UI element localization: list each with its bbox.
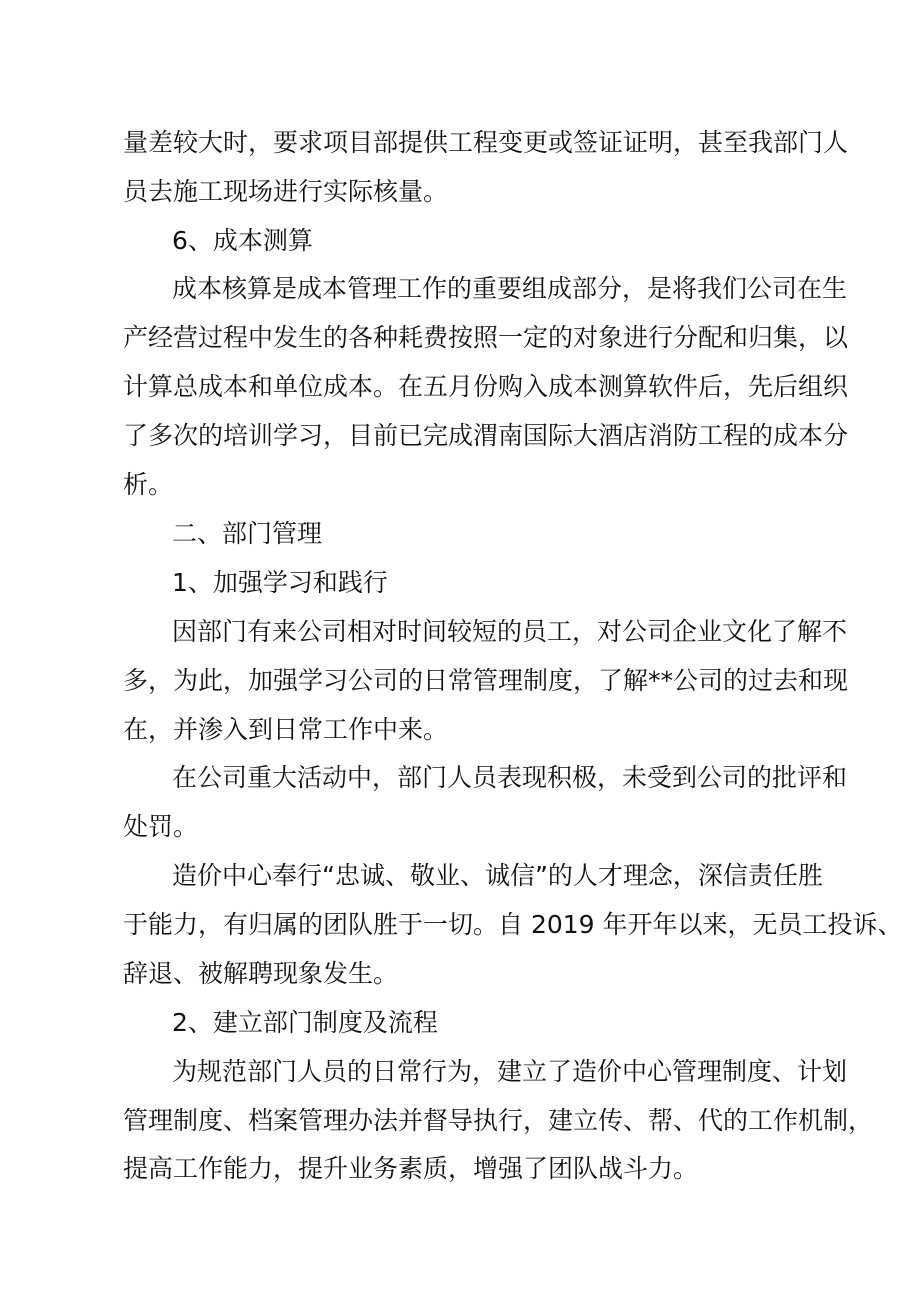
section-heading: 二、部门管理 — [172, 519, 323, 548]
paragraph-line: 成本核算是成本管理工作的重要组成部分，是将我们公司在生 — [172, 274, 848, 303]
paragraph-line: 在公司重大活动中，部门人员表现积极，未受到公司的批评和 — [172, 763, 848, 792]
paragraph-line: 析。 — [123, 470, 174, 499]
paragraph-line: 造价中心奉行“忠诚、敬业、诚信”的人才理念，深信责任胜 — [172, 861, 823, 890]
paragraph-line: 因部门有来公司相对时间较短的员工，对公司企业文化了解不 — [172, 617, 848, 646]
section-heading: 6、成本测算 — [172, 226, 313, 255]
paragraph-line: 于能力，有归属的团队胜于一切。自 2019 年开年以来，无员工投诉、 — [123, 910, 903, 939]
paragraph-line: 为规范部门人员的日常行为，建立了造价中心管理制度、计划 — [172, 1057, 848, 1086]
paragraph-line: 管理制度、档案管理办法并督导执行，建立传、帮、代的工作机制， — [123, 1106, 874, 1135]
paragraph-line: 员去施工现场进行实际核量。 — [123, 177, 449, 206]
paragraph-line: 量差较大时，要求项目部提供工程变更或签证证明，甚至我部门人 — [123, 128, 849, 157]
paragraph-line: 提高工作能力，提升业务素质，增强了团队战斗力。 — [123, 1154, 699, 1183]
paragraph-line: 辞退、被解聘现象发生。 — [123, 959, 399, 988]
paragraph-line: 计算总成本和单位成本。在五月份购入成本测算软件后，先后组织 — [123, 372, 849, 401]
paragraph-line: 处罚。 — [123, 812, 199, 841]
paragraph-line: 产经营过程中发生的各种耗费按照一定的对象进行分配和归集，以 — [123, 323, 849, 352]
paragraph-line: 多，为此，加强学习公司的日常管理制度，了解**公司的过去和现 — [123, 666, 849, 695]
subsection-heading: 2、建立部门制度及流程 — [172, 1008, 438, 1037]
paragraph-line: 在，并渗入到日常工作中来。 — [123, 715, 449, 744]
subsection-heading: 1、加强学习和践行 — [172, 568, 388, 597]
paragraph-line: 了多次的培训学习，目前已完成渭南国际大酒店消防工程的成本分 — [123, 421, 849, 450]
